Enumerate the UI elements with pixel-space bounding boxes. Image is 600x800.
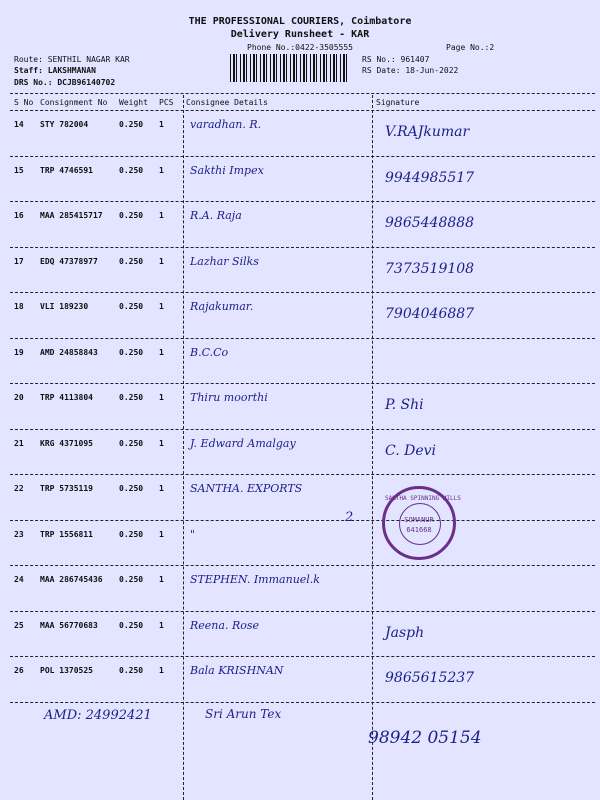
col-weight: Weight xyxy=(119,98,148,107)
row-consignee-handwritten: Sakthi Impex xyxy=(190,163,264,177)
row-divider xyxy=(10,292,595,293)
stamp-inner-ring xyxy=(399,503,441,545)
document-title: Delivery Runsheet - KAR xyxy=(230,29,370,40)
row-pcs: 1 xyxy=(159,438,164,448)
row-weight: 0.250 xyxy=(119,620,144,630)
col-pcs: PCS xyxy=(159,98,174,107)
row-weight: 0.250 xyxy=(119,256,144,266)
row-divider xyxy=(10,520,595,521)
row-consignment: TRP 4113804 xyxy=(40,393,93,402)
row-signature: V.RAJkumar xyxy=(385,124,470,140)
row-sno: 26 xyxy=(14,666,24,675)
row-signature: Jasph xyxy=(385,624,425,641)
company-title: THE PROFESSIONAL COURIERS, Coimbatore xyxy=(188,16,412,27)
row-weight: 0.250 xyxy=(119,165,144,175)
row-pcs: 1 xyxy=(159,529,164,539)
col-consignment: Consignment No xyxy=(40,98,108,107)
row-consignee-handwritten: SANTHA. EXPORTS xyxy=(190,482,303,495)
footer-amd: AMD: 24992421 xyxy=(44,708,152,723)
row-sno: 19 xyxy=(14,347,24,357)
page-number: Page No.:2 xyxy=(446,43,495,52)
row-sno: 22 xyxy=(14,484,24,493)
row-consignment: AMD 24858843 xyxy=(40,347,98,357)
row-consignee-handwritten: B.C.Co xyxy=(190,345,229,359)
row-signature: 7904046887 xyxy=(385,306,475,322)
col-consignee: Consignee Details xyxy=(186,98,268,107)
row-pcs: 1 xyxy=(159,165,164,175)
row-consignee-handwritten: J. Edward Amalgay xyxy=(190,436,296,450)
row-signature: 9944985517 xyxy=(385,169,475,186)
row-consignee-handwritten: Rajakumar. xyxy=(190,300,254,313)
row-consignment: TRP 5735119 xyxy=(40,484,93,493)
row-divider xyxy=(10,156,595,157)
row-consignment: KRG 4371095 xyxy=(40,438,93,448)
header-bottom-rule xyxy=(10,110,595,111)
row-sno: 24 xyxy=(14,575,24,584)
row-sno: 15 xyxy=(14,165,24,175)
row-signature: 9865615237 xyxy=(385,670,475,686)
row-sno: 20 xyxy=(14,393,24,402)
row-sno: 18 xyxy=(14,302,24,311)
row-consignment: MAA 286745436 xyxy=(40,575,103,584)
row-consignment: TRP 1556811 xyxy=(40,529,93,539)
stamp-town: SOMANUR xyxy=(404,516,434,524)
row-pcs: 1 xyxy=(159,575,164,584)
row-weight: 0.250 xyxy=(119,666,144,675)
row-pcs: 1 xyxy=(159,120,164,129)
row-weight: 0.250 xyxy=(119,575,144,584)
row-consignee-handwritten: Bala KRISHNAN xyxy=(190,664,284,677)
row-consignee-handwritten: varadhan. R. xyxy=(190,118,262,131)
row-weight: 0.250 xyxy=(119,484,144,493)
row-pcs: 1 xyxy=(159,211,164,220)
row-divider xyxy=(10,429,595,430)
company-stamp xyxy=(382,486,461,560)
row-pcs: 1 xyxy=(159,620,164,630)
rs-date: RS Date: 18-Jun-2022 xyxy=(362,66,459,75)
row-divider xyxy=(10,611,595,612)
row-divider xyxy=(10,247,595,248)
row-sno: 25 xyxy=(14,620,24,630)
row-divider xyxy=(10,565,595,566)
phone-number: Phone No.:0422-3505555 xyxy=(247,43,353,52)
row-divider xyxy=(10,338,595,339)
row-weight: 0.250 xyxy=(119,347,144,357)
row-consignment: MAA 285415717 xyxy=(40,211,103,220)
row-signature: 7373519108 xyxy=(385,260,475,277)
route: Route: SENTHIL NAGAR KAR xyxy=(14,55,130,64)
row-signature: P. Shi xyxy=(385,397,424,413)
handwritten-mark: 2 xyxy=(345,510,354,525)
row-weight: 0.250 xyxy=(119,211,144,220)
row-weight: 0.250 xyxy=(119,120,144,129)
row-consignee-handwritten: Thiru moorthi xyxy=(190,391,268,404)
footer-tex: Sri Arun Tex xyxy=(205,707,282,721)
row-signature: C. Devi xyxy=(385,442,437,459)
row-consignment: TRP 4746591 xyxy=(40,165,93,175)
row-consignee-handwritten: Reena. Rose xyxy=(190,618,259,632)
row-sno: 23 xyxy=(14,529,24,539)
row-weight: 0.250 xyxy=(119,529,144,539)
row-consignment: EDQ 47378977 xyxy=(40,256,98,266)
row-consignee-handwritten: Lazhar Silks xyxy=(190,254,259,268)
footer-phone: 98942 05154 xyxy=(368,728,482,748)
row-consignee-handwritten: " xyxy=(190,527,196,541)
barcode-image xyxy=(230,54,348,82)
row-pcs: 1 xyxy=(159,256,164,266)
rs-number: RS No.: 961407 xyxy=(362,55,430,64)
row-consignment: VLI 189230 xyxy=(40,302,89,311)
stamp-pin: 641668 xyxy=(406,526,432,534)
row-divider xyxy=(10,383,595,384)
row-consignee-handwritten: R.A. Raja xyxy=(190,209,242,222)
row-divider xyxy=(10,702,595,703)
col-signature: Signature xyxy=(376,98,420,107)
row-pcs: 1 xyxy=(159,393,164,402)
header-top-rule xyxy=(10,93,595,94)
drs-number: DRS No.: DCJB96140702 xyxy=(14,78,116,87)
row-pcs: 1 xyxy=(159,347,164,357)
row-pcs: 1 xyxy=(159,484,164,493)
staff: Staff: LAKSHMANAN xyxy=(14,66,96,75)
row-consignment: POL 1370525 xyxy=(40,666,93,675)
col-sno: S No xyxy=(14,98,34,107)
row-sno: 21 xyxy=(14,438,24,448)
row-divider xyxy=(10,201,595,202)
row-divider xyxy=(10,656,595,657)
row-sno: 17 xyxy=(14,256,24,266)
row-divider xyxy=(10,474,595,475)
row-consignment: MAA 56770683 xyxy=(40,620,98,630)
row-weight: 0.250 xyxy=(119,302,144,311)
stamp-top-text: SANTHA SPINNING MILLS xyxy=(385,495,461,502)
row-consignee-handwritten: STEPHEN. Immanuel.k xyxy=(190,573,320,586)
row-sno: 14 xyxy=(14,120,24,129)
row-signature: 9865448888 xyxy=(385,215,475,231)
row-sno: 16 xyxy=(14,211,24,220)
row-weight: 0.250 xyxy=(119,438,144,448)
row-consignment: STY 782004 xyxy=(40,120,89,129)
row-weight: 0.250 xyxy=(119,393,144,402)
row-pcs: 1 xyxy=(159,302,164,311)
row-pcs: 1 xyxy=(159,666,164,675)
